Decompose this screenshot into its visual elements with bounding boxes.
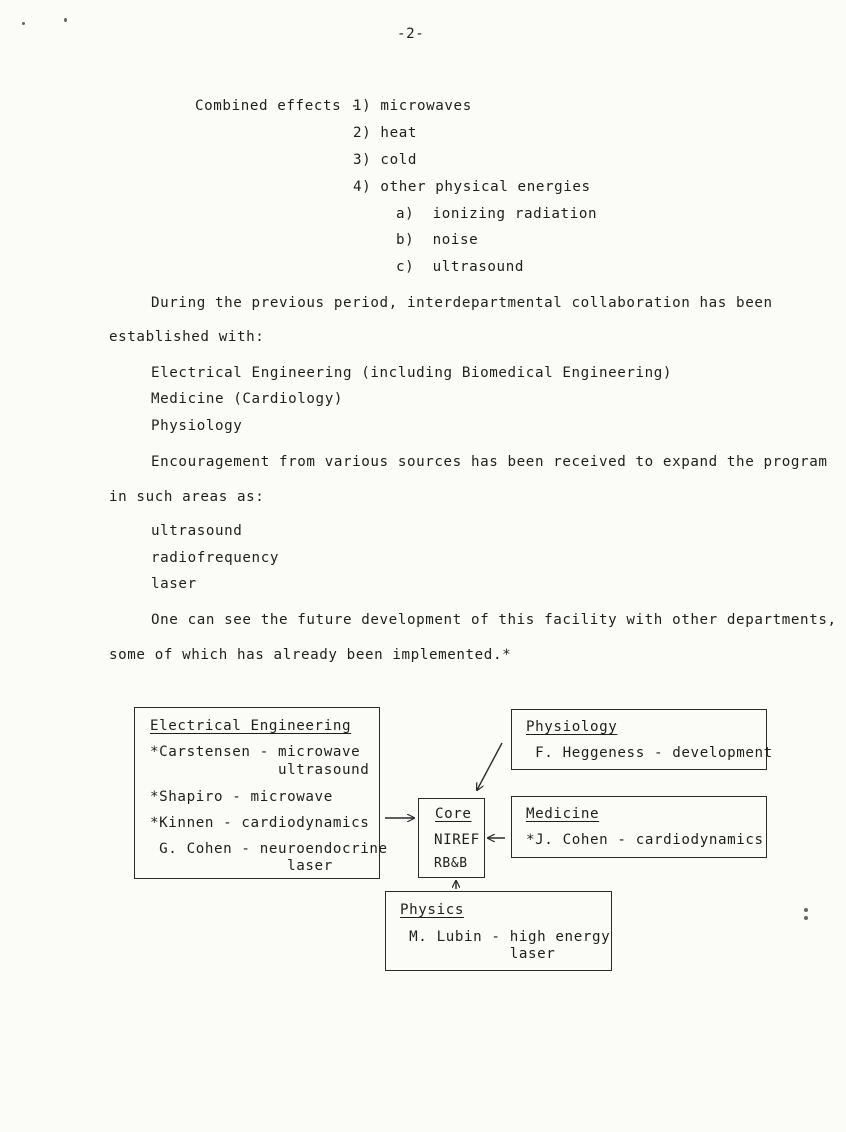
page-number: -2- <box>397 26 425 42</box>
effects-subitem-a: a) ionizing radiation <box>396 206 598 222</box>
para1-line2: established with: <box>109 329 265 345</box>
scan-speck <box>804 908 808 912</box>
para2-line1: Encouragement from various sources has been received to expand the program <box>151 454 828 470</box>
ee-line-2: ultrasound <box>150 762 370 778</box>
effects-item-3: 3) cold <box>353 152 417 168</box>
physics-line-2: laser <box>400 946 556 962</box>
scan-speck <box>22 22 25 25</box>
area-item-radiofrequency: radiofrequency <box>151 550 279 566</box>
para2-line2: in such areas as: <box>109 489 265 505</box>
area-item-laser: laser <box>151 576 197 592</box>
collab-item-ee: Electrical Engineering (including Biomedical Engineering) <box>151 365 673 381</box>
physiology-line-1: F. Heggeness - development <box>526 745 773 761</box>
area-item-ultrasound: ultrasound <box>151 523 243 539</box>
effects-item-1: 1) microwaves <box>353 98 472 114</box>
arrow-physiology-to-core <box>477 743 502 790</box>
para3-line2: some of which has already been implemented.* <box>109 647 512 663</box>
effects-subitem-c: c) ultrasound <box>396 259 524 275</box>
ee-line-6: laser <box>150 858 333 874</box>
core-line-2: RB&B <box>434 856 468 871</box>
medicine-line-1: *J. Cohen - cardiodynamics <box>526 832 764 848</box>
scan-speck <box>64 18 67 22</box>
medicine-title: Medicine <box>526 806 600 822</box>
ee-line-1: *Carstensen - microwave <box>150 744 361 760</box>
para1-line1: During the previous period, interdepartmental collaboration has been <box>151 295 773 311</box>
para3-line1: One can see the future development of this facility with other departments, <box>151 612 837 628</box>
ee-line-5: G. Cohen - neuroendocrine <box>150 841 388 857</box>
core-line-1: NIREF <box>434 832 480 848</box>
effects-item-4: 4) other physical energies <box>353 179 591 195</box>
ee-title: Electrical Engineering <box>150 718 352 734</box>
ee-line-4: *Kinnen - cardiodynamics <box>150 815 370 831</box>
physics-line-1: M. Lubin - high energy <box>400 929 611 945</box>
physiology-title: Physiology <box>526 719 618 735</box>
scan-speck <box>804 916 808 920</box>
physics-title: Physics <box>400 902 464 918</box>
effects-lead: Combined effects - <box>195 98 369 114</box>
collab-item-physiology: Physiology <box>151 418 243 434</box>
effects-subitem-b: b) noise <box>396 232 479 248</box>
effects-item-2: 2) heat <box>353 125 417 141</box>
core-title: Core <box>435 806 472 822</box>
collab-item-medicine: Medicine (Cardiology) <box>151 391 343 407</box>
ee-line-3: *Shapiro - microwave <box>150 789 333 805</box>
